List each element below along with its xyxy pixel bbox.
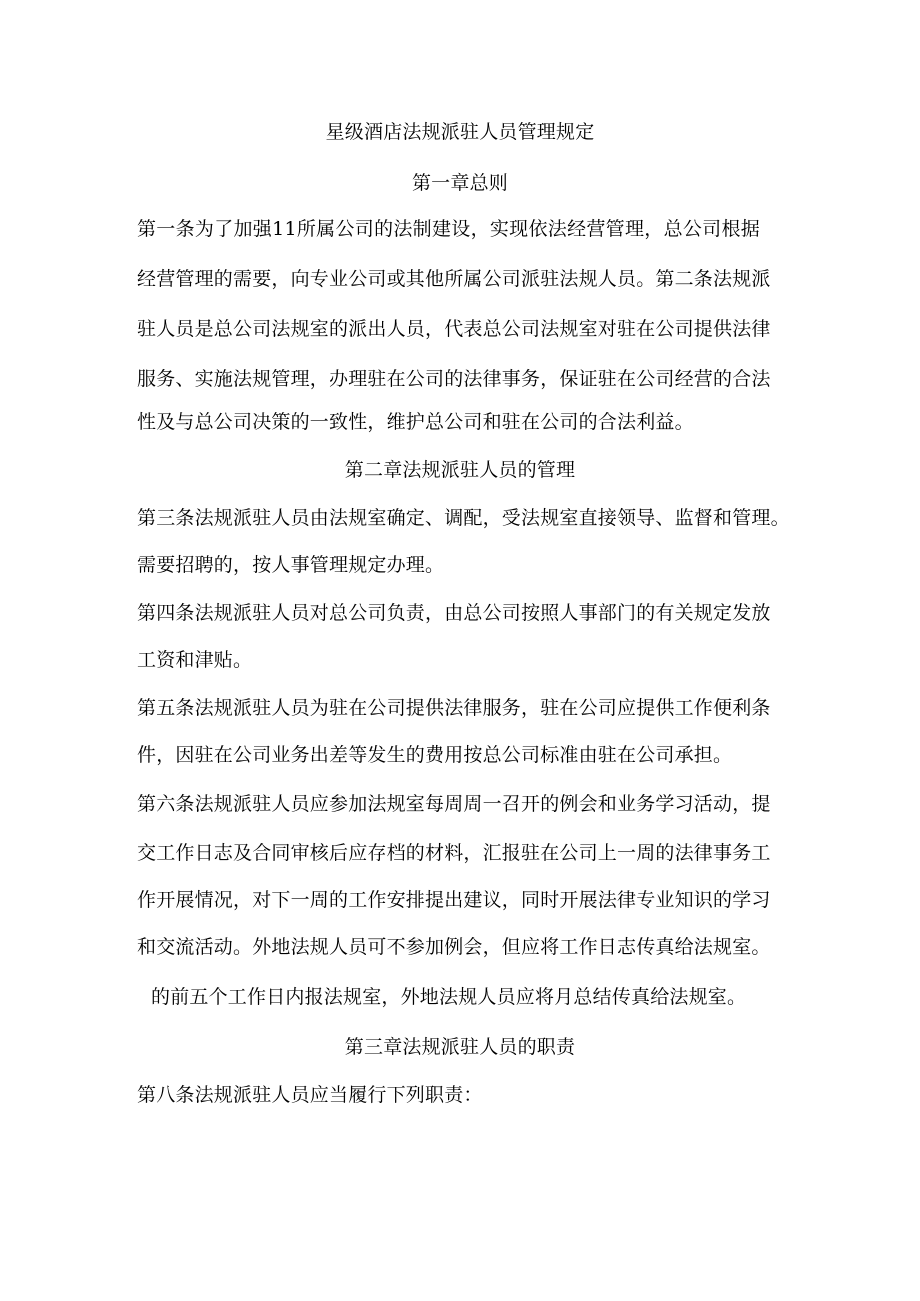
chapter2-heading: 第二章法规派驻人员的管理 xyxy=(344,459,576,481)
chapter1-line-5: 性及与总公司决策的一致性，维护总公司和驻在公司的合法利益。 xyxy=(137,411,694,433)
chapter1-line-3: 驻人员是总公司法规室的派出人员，代表总公司法规室对驻在公司提供法律 xyxy=(137,318,771,340)
chapter1-line-4: 服务、实施法规管理，办理驻在公司的法律事务，保证驻在公司经营的合法 xyxy=(137,368,771,390)
chapter1-heading: 第一章总则 xyxy=(411,172,508,194)
chapter1-line-1: 第一条为了加强11所属公司的法制建设，实现依法经营管理，总公司根据 xyxy=(137,218,761,240)
chapter2-line-10: 和交流活动。外地法规人员可不参加例会，但应将工作日志传真给法规室。 xyxy=(137,936,771,958)
chapter2-line-6: 件，因驻在公司业务出差等发生的费用按总公司标准由驻在公司承担。 xyxy=(137,744,733,766)
chapter2-line-8: 交工作日志及合同审核后应存档的材料，汇报驻在公司上一周的法律事务工 xyxy=(137,842,771,864)
document-title: 星级酒店法规派驻人员管理规定 xyxy=(325,121,595,143)
chapter3-heading: 第三章法规派驻人员的职责 xyxy=(344,1036,576,1058)
chapter2-line-11: 的前五个工作日内报法规室，外地法规人员应将月总结传真给法规室。 xyxy=(151,986,747,1008)
chapter2-line-9: 作开展情况，对下一周的工作安排提出建议，同时开展法律专业知识的学习 xyxy=(137,889,771,911)
chapter2-line-1: 第三条法规派驻人员由法规室确定、调配，受法规室直接领导、监督和管理。 xyxy=(137,507,790,529)
chapter2-line-2: 需要招聘的，按人事管理规定办理。 xyxy=(137,554,445,576)
chapter2-line-3: 第四条法规派驻人员对总公司负责，由总公司按照人事部门的有关规定发放 xyxy=(137,602,771,624)
chapter2-line-7: 第六条法规派驻人员应参加法规室每周周一召开的例会和业务学习活动，提 xyxy=(137,793,771,815)
chapter3-line-1: 第八条法规派驻人员应当履行下列职责： xyxy=(137,1084,483,1106)
chapter2-line-4: 工资和津贴。 xyxy=(137,649,253,671)
chapter1-line-2: 经营管理的需要，向专业公司或其他所属公司派驻法规人员。第二条法规派 xyxy=(137,268,771,290)
chapter2-line-5: 第五条法规派驻人员为驻在公司提供法律服务，驻在公司应提供工作便利条 xyxy=(137,697,771,719)
